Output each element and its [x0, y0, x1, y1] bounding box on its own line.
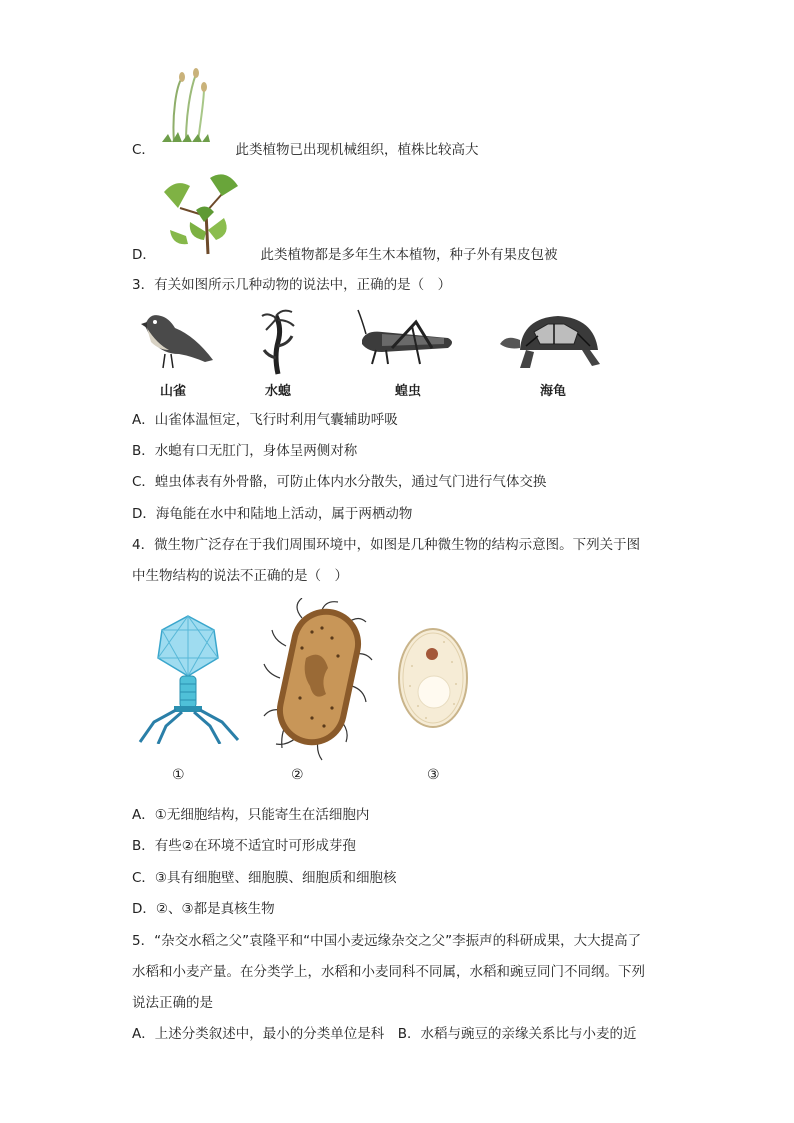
q3-option-a: A．山雀体温恒定，飞行时利用气囊辅助呼吸	[132, 412, 398, 428]
q4-option-c: C．③具有细胞壁、细胞膜、细胞质和细胞核	[132, 870, 397, 886]
grasshopper-image	[352, 308, 460, 372]
q2-option-c-text: 此类植物已出现机械组织，植株比较高大	[235, 142, 479, 158]
q4-stem-line2: 中生物结构的说法不正确的是（ ）	[132, 568, 348, 584]
turtle-image	[498, 310, 614, 372]
q3-option-c: C．蝗虫体表有外骨骼，可防止体内水分散失，通过气门进行气体交换	[132, 474, 547, 490]
bacterium-image	[262, 598, 374, 762]
animal-label-sparrow: 山雀	[160, 384, 187, 399]
figure-label-1: ①	[172, 767, 185, 783]
animal-label-turtle: 海龟	[540, 384, 567, 399]
hydra-image	[258, 306, 298, 376]
figure-label-2: ②	[291, 767, 304, 783]
q4-option-b: B．有些②在环境不适宜时可形成芽孢	[132, 838, 356, 854]
q5-stem-line1: 5．“杂交水稻之父”袁隆平和“中国小麦远缘杂交之父”李振声的科研成果，大大提高了	[132, 933, 642, 949]
q3-option-b: B．水螅有口无肛门，身体呈两侧对称	[132, 443, 358, 459]
q4-option-a: A．①无细胞结构，只能寄生在活细胞内	[132, 807, 370, 823]
q2-option-d-text: 此类植物都是多年生木本植物，种子外有果皮包被	[260, 247, 558, 263]
yeast-cell-image	[396, 626, 470, 730]
q5-stem-line3: 说法正确的是	[132, 995, 213, 1011]
q3-stem: 3．有关如图所示几种动物的说法中，正确的是（ ）	[132, 277, 452, 293]
q3-option-d: D．海龟能在水中和陆地上活动，属于两栖动物	[132, 506, 413, 522]
figure-label-3: ③	[427, 767, 440, 783]
q5-option-ab: A．上述分类叙述中，最小的分类单位是科 B．水稻与豌豆的亲缘关系比与小麦的近	[132, 1026, 637, 1042]
q2-option-d-label: D．	[132, 247, 156, 263]
q2-option-c	[132, 141, 479, 159]
ginkgo-image	[160, 172, 240, 256]
q2-option-d	[132, 246, 558, 264]
q5-stem-line2: 水稻和小麦产量。在分类学上，水稻和小麦同科不同属，水稻和豌豆同门不同纲。下列	[132, 964, 645, 980]
moss-image	[158, 66, 212, 148]
sparrow-image	[135, 306, 217, 376]
virus-image	[136, 614, 242, 744]
animal-label-hydra: 水螅	[265, 384, 292, 399]
q2-option-c-label: C．	[132, 142, 155, 158]
q4-stem-line1: 4．微生物广泛存在于我们周围环境中，如图是几种微生物的结构示意图。下列关于图	[132, 537, 641, 553]
animal-label-grasshopper: 蝗虫	[395, 384, 422, 399]
q4-option-d: D．②、③都是真核生物	[132, 901, 275, 917]
